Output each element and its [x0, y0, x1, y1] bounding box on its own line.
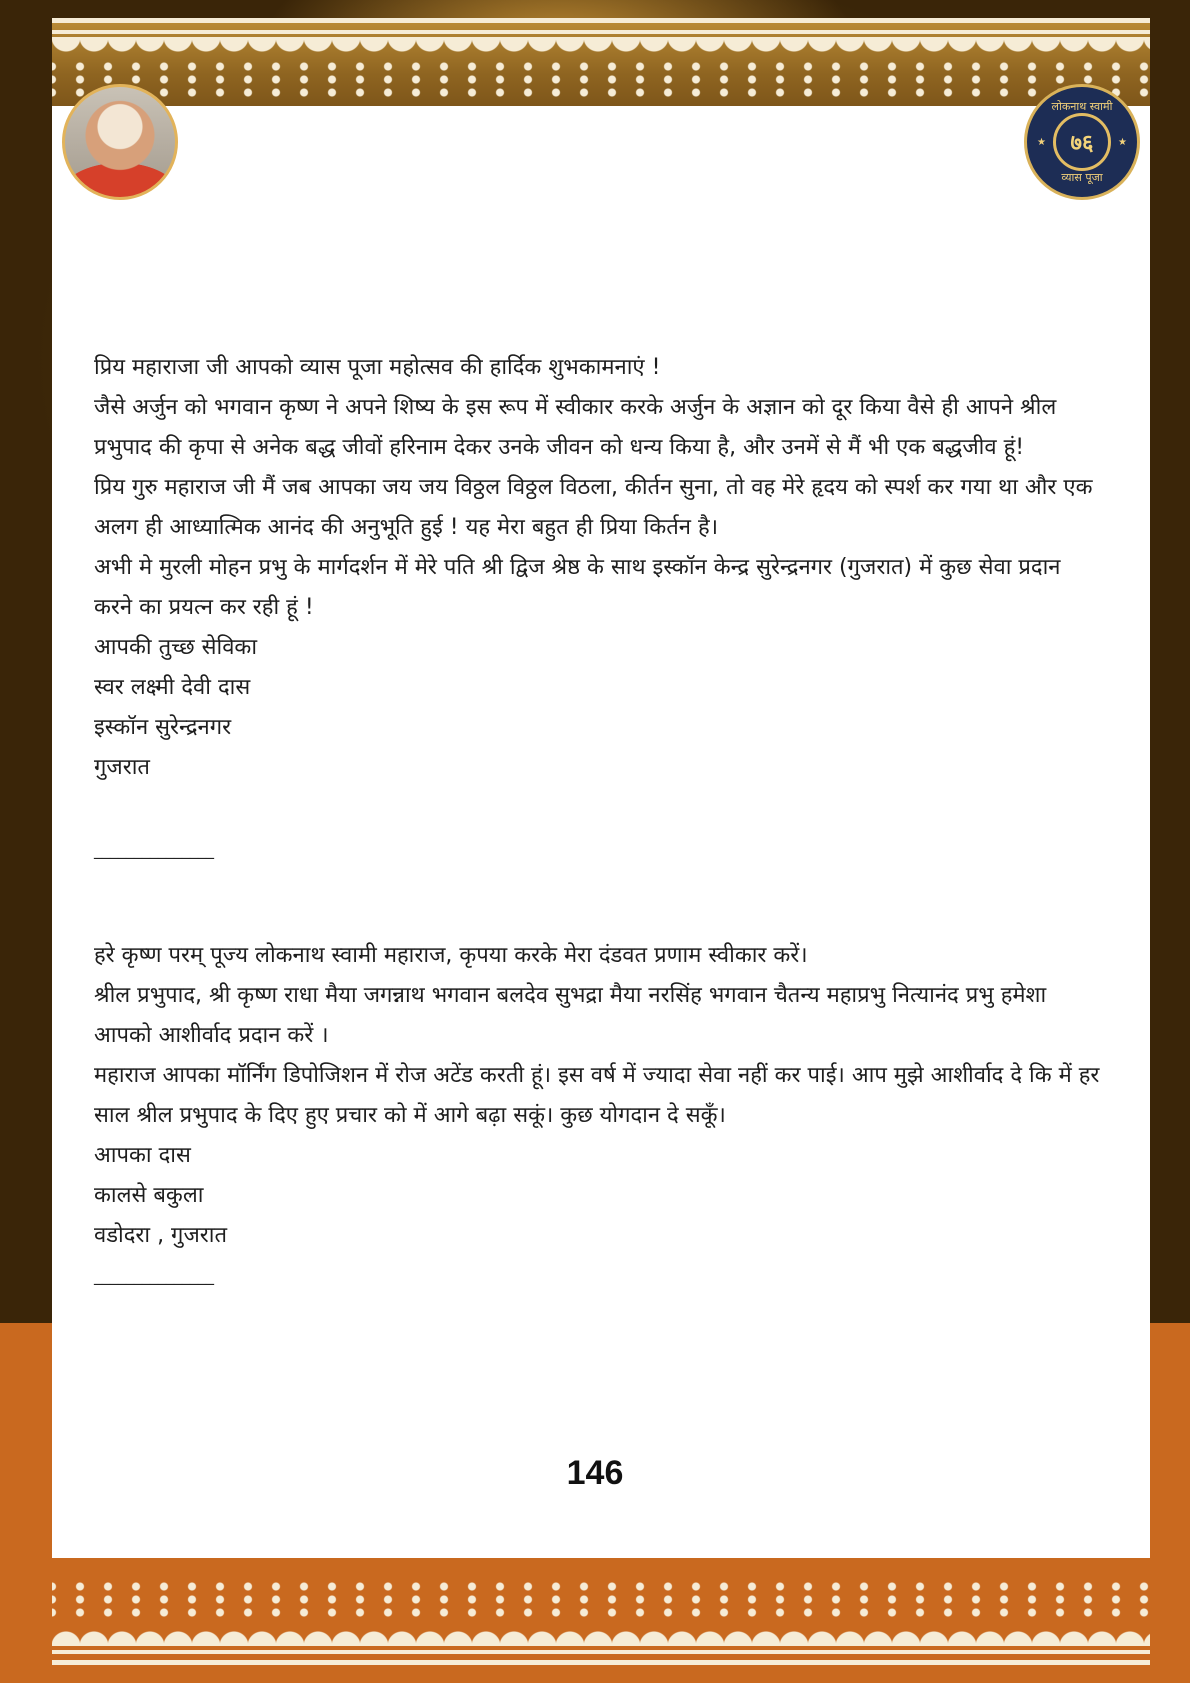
letter1-paragraph: जैसे अर्जुन को भगवान कृष्ण ने अपने शिष्य के इस रूप में स्वीकार करके अर्जुन के अज्ञान को दूर किया वैसे ही आपने श्रील प्रभुपाद की कृपा से अनेक बद्ध जीवों हरिनाम देकर उनके जीवन को धन्य किया है, और उनमें से मैं भी एक बद्धजीव हूं!	[94, 395, 1057, 460]
bottom-border-rule-inner	[52, 1650, 1150, 1654]
letter2-paragraph: महाराज आपका मॉर्निंग डिपोजिशन में रोज अटेंड करती हूं। इस वर्ष में ज्यादा सेवा नहीं कर पाई। आप मुझे आशीर्वाद दे कि में हर साल श्रील प्रभुपाद के दिए हुए प्रचार को में आगे बढ़ा सकूं। कुछ योगदान दे सकूँ।	[94, 1063, 1100, 1128]
top-border-rule	[52, 18, 1150, 23]
star-icon: ★	[1037, 137, 1046, 148]
letter1-paragraph: प्रिय गुरु महाराज जी मैं जब आपका जय जय विठ्ठल विठ्ठल विठला, कीर्तन सुना, तो वह मेरे हृदय को स्पर्श कर गया था और एक अलग ही आध्यात्मिक आनंद की अनुभूति हुई ! यह मेरा बहुत ही प्रिया किर्तन है।	[94, 475, 1093, 540]
letter2-paragraph: श्रील प्रभुपाद, श्री कृष्ण राधा मैया जगन्नाथ भगवान बलदेव सुभद्रा मैया नरसिंह भगवान चैतन्य महाप्रभु नित्यानंद प्रभु हमेशा आपको आशीर्वाद प्रदान करें ।	[94, 983, 1047, 1048]
letter1-closing: आपकी तुच्छ सेविका	[94, 635, 258, 660]
vyasa-puja-badge-logo	[1024, 84, 1140, 200]
bottom-scallop-border	[52, 1626, 1150, 1646]
letters-content	[94, 348, 1104, 1296]
letter2-greeting: हरे कृष्ण परम् पूज्य लोकनाथ स्वामी महाराज, कृपया करके मेरा दंडवत प्रणाम स्वीकार करें।	[94, 943, 808, 968]
badge-bottom-text: व्यास पूजा	[1061, 171, 1103, 184]
guru-portrait-photo	[62, 84, 178, 200]
letter2-signature-place: वडोदरा , गुजरात	[94, 1223, 228, 1248]
letter2-signature-name: कालसे बकुला	[94, 1183, 204, 1208]
letter1-greeting: प्रिय महाराजा जी आपको व्यास पूजा महोत्सव की हार्दिक शुभकामनाएं !	[94, 355, 661, 380]
star-icon: ★	[1118, 137, 1127, 148]
letter-separator: _______________	[94, 840, 214, 859]
top-dot-pattern	[52, 60, 1150, 100]
letter1-signature-name: स्वर लक्ष्मी देवी दास	[94, 675, 251, 700]
bottom-border-rule	[52, 1660, 1150, 1665]
letter-separator: _______________	[94, 1266, 214, 1285]
letter1-signature-place: इस्कॉन सुरेन्द्रनगर	[94, 715, 232, 740]
letter2-closing: आपका दास	[94, 1143, 191, 1168]
bottom-dot-pattern	[52, 1580, 1150, 1620]
letter1-signature-state: गुजरात	[94, 755, 150, 780]
top-scallop-border	[52, 37, 1150, 57]
badge-top-text: लोकनाथ स्वामी	[1051, 100, 1113, 113]
top-border-rule-inner	[52, 30, 1150, 34]
page-number: 146	[566, 1454, 624, 1492]
letter1-paragraph: अभी मे मुरली मोहन प्रभु के मार्गदर्शन में मेरे पति श्री द्विज श्रेष्ठ के साथ इस्कॉन केन्द्र सुरेन्द्रनगर (गुजरात) में कुछ सेवा प्रदान करने का प्रयत्न कर रही हूं !	[94, 555, 1061, 620]
badge-number: ७६	[1053, 113, 1111, 171]
